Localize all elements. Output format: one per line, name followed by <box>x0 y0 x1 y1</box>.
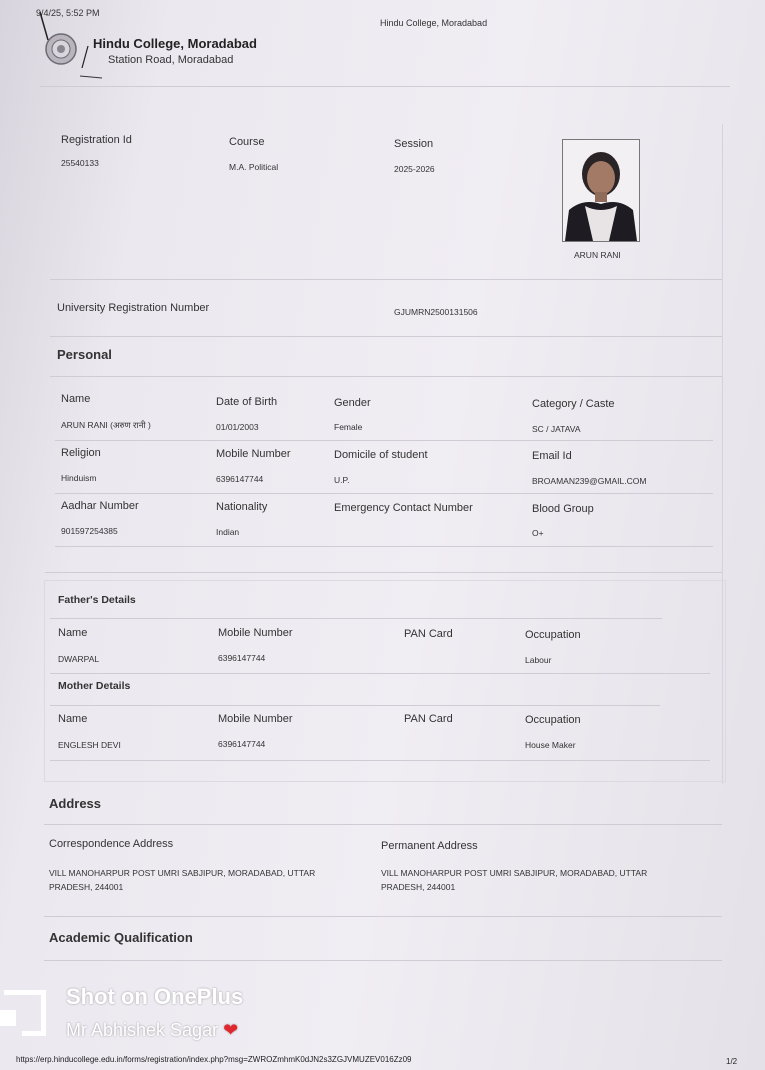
category-value: SC / JATAVA <box>532 424 581 434</box>
permanent-address-label: Permanent Address <box>381 840 478 852</box>
watermark-author-text: Mr Abhishek Sagar <box>66 1020 219 1040</box>
course-value: M.A. Political <box>229 162 279 172</box>
blood-group-label: Blood Group <box>532 503 594 515</box>
mobile-value: 6396147744 <box>216 474 264 484</box>
father-name-value: DWARPAL <box>58 654 100 664</box>
aadhar-value: 901597254385 <box>61 526 118 536</box>
academic-section-title: Academic Qualification <box>49 930 193 945</box>
father-mobile-value: 6396147744 <box>218 653 266 663</box>
university-registration-label: University Registration Number <box>57 302 210 314</box>
religion-value: Hinduism <box>61 473 97 483</box>
student-name-caption: ARUN RANI <box>574 250 621 260</box>
gender-value: Female <box>334 422 363 432</box>
father-occupation-label: Occupation <box>525 629 581 641</box>
course-label: Course <box>229 136 265 148</box>
mother-name-value: ENGLESH DEVI <box>58 740 121 750</box>
footer-url: https://erp.hinducollege.edu.in/forms/registration/index.php?msg=ZWROZmhmK0dJN2s3ZGJVMUZEV016Zz09 <box>16 1055 412 1064</box>
personal-section-title: Personal <box>57 347 112 362</box>
category-label: Category / Caste <box>532 398 615 410</box>
nationality-value: Indian <box>216 527 240 537</box>
footer-page-number: 1/2 <box>726 1057 738 1066</box>
blood-group-value: O+ <box>532 528 544 538</box>
name-value: ARUN RANI (अरुण रानी ) <box>61 420 151 430</box>
watermark-shot-on: Shot on OnePlus <box>66 984 244 1009</box>
correspondence-address-label: Correspondence Address <box>49 838 174 850</box>
religion-label: Religion <box>61 447 101 459</box>
father-occupation-value: Labour <box>525 655 552 665</box>
registration-id-value: 25540133 <box>61 158 99 168</box>
parents-details-panel <box>44 580 726 782</box>
mother-mobile-label: Mobile Number <box>218 713 293 725</box>
university-registration-value: GJUMRN2500131506 <box>394 307 478 317</box>
gender-label: Gender <box>334 397 371 409</box>
mother-section-title: Mother Details <box>58 680 131 692</box>
print-page-title: Hindu College, Moradabad <box>380 18 488 28</box>
mobile-label: Mobile Number <box>216 448 291 460</box>
correspondence-address-value: VILL MANOHARPUR POST UMRI SABJIPUR, MORADABAD, UTTAR PRADESH, 244001 <box>49 868 316 892</box>
address-section-title: Address <box>49 796 102 811</box>
mother-name-label: Name <box>58 713 88 725</box>
watermark-author <box>66 1020 238 1041</box>
mother-occupation-label: Occupation <box>525 714 581 726</box>
registration-id-label: Registration Id <box>61 134 132 146</box>
name-label: Name <box>61 393 91 405</box>
father-mobile-label: Mobile Number <box>218 627 293 639</box>
heart-icon: ❤ <box>223 1020 239 1040</box>
emergency-contact-label: Emergency Contact Number <box>334 502 473 514</box>
session-label: Session <box>394 138 434 150</box>
print-datetime: 9/4/25, 5:52 PM <box>36 8 100 18</box>
email-value: BROAMAN239@GMAIL.COM <box>532 476 647 486</box>
domicile-value: U.P. <box>334 475 350 485</box>
domicile-label: Domicile of student <box>334 449 428 461</box>
father-section-title: Father's Details <box>58 594 136 606</box>
mother-occupation-value: House Maker <box>525 740 576 750</box>
student-photo <box>562 139 640 242</box>
mother-mobile-value: 6396147744 <box>218 739 266 749</box>
oneplus-logo-icon <box>0 990 46 1036</box>
dob-value: 01/01/2003 <box>216 422 259 432</box>
session-value: 2025-2026 <box>394 164 435 174</box>
father-name-label: Name <box>58 627 88 639</box>
nationality-label: Nationality <box>216 501 268 513</box>
father-pan-label: PAN Card <box>404 628 453 640</box>
college-name: Hindu College, Moradabad <box>93 36 257 51</box>
email-label: Email Id <box>532 450 572 462</box>
college-address: Station Road, Moradabad <box>108 54 234 66</box>
mother-pan-label: PAN Card <box>404 713 453 725</box>
dob-label: Date of Birth <box>216 396 278 408</box>
permanent-address-value: VILL MANOHARPUR POST UMRI SABJIPUR, MORADABAD, UTTAR PRADESH, 244001 <box>381 868 648 892</box>
aadhar-label: Aadhar Number <box>61 500 139 512</box>
